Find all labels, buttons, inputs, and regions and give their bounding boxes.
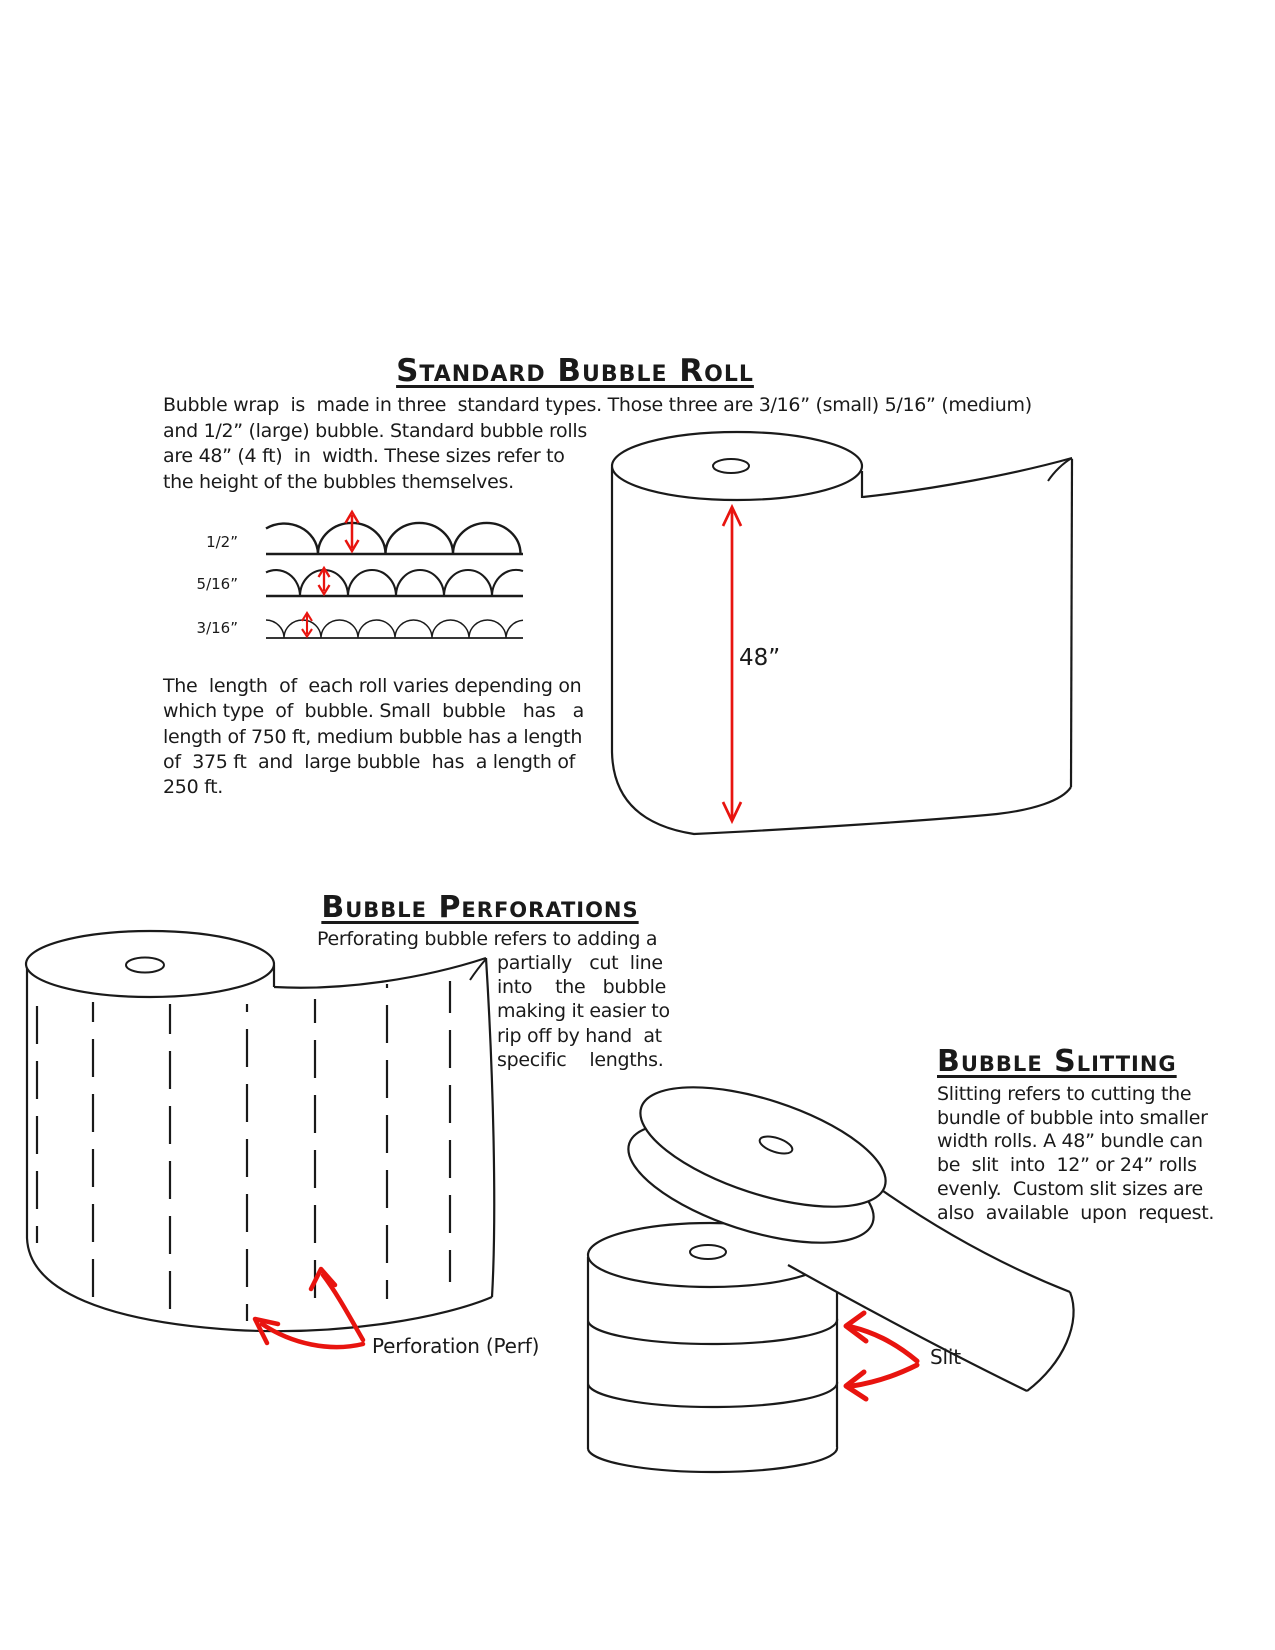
bubble-row-medium-arcs [266,570,523,596]
paragraph-line: making it easier to [497,1000,670,1023]
paragraph-line: width rolls. A 48” bundle can [937,1130,1203,1153]
perforation-callout-label: Perforation (Perf) [372,1334,540,1358]
size-label-five-sixteenth: 5/16” [196,575,238,593]
roll-top-ellipse [612,432,862,500]
perforation-section-title: Bubble Perforations [321,890,639,925]
paragraph-line: rip off by hand at [497,1024,662,1047]
standard-intro-line1: Bubble wrap is made in three standard types. Those three are 3/16” (small) 5/16” (medium) [163,394,1032,416]
sheet-right-edge [1071,459,1072,787]
standard-length-paragraph [163,674,584,800]
paragraph-line: The length of each roll varies depending on [163,675,582,697]
standard-intro-paragraph [163,419,587,495]
sheet-top-edge [863,458,1072,497]
paragraph-line: which type of bubble. Small bubble has a [163,700,584,723]
paragraph-line: also available upon request. [937,1201,1215,1224]
paragraph-line: the height of the bubbles themselves. [163,470,514,493]
size-label-half-inch: 1/2” [206,533,238,551]
roll-body-outline [612,467,1071,834]
bubble-row-large-arcs [266,523,521,554]
paragraph-line: evenly. Custom slit sizes are [937,1177,1203,1200]
size-label-three-sixteenth: 3/16” [196,619,238,637]
standard-section-title: Standard Bubble Roll [396,353,754,389]
paragraph-line: partially cut line [497,952,663,974]
perforated-roll-diagram [18,878,520,1360]
slitting-diagram [550,1080,1080,1500]
perforation-paragraph [497,951,670,1072]
paragraph-line: into the bubble [497,976,667,999]
perforation-intro-line1: Perforating bubble refers to adding a [317,928,658,950]
standard-roll-diagram [560,395,1080,840]
paragraph-line: Slitting refers to cutting the [937,1083,1192,1105]
bubble-row-small-arcs [266,620,523,638]
paragraph-line: bundle of bubble into smaller [937,1106,1208,1129]
height-arrow-medium [319,568,330,594]
roll-width-label: 48” [739,645,781,671]
paragraph-line: of 375 ft and large bubble has a length of [163,750,576,773]
paragraph-line: are 48” (4 ft) in width. These sizes refer to [163,445,565,468]
sheet-left-bottom-outline [27,965,492,1331]
perforation-callout-arrows [255,1269,363,1347]
perforation-dashed-lines [37,981,450,1321]
bubble-size-diagram [180,485,540,650]
sheet-right-edge [486,958,494,1297]
roll-top-ellipse [26,931,274,997]
paragraph-line: 250 ft. [163,776,224,799]
height-arrow-small [302,613,312,637]
paragraph-line: and 1/2” (large) bubble. Standard bubble rolls [163,420,587,442]
slit-callout-label: Slit [930,1345,961,1369]
paragraph-line: be slit into 12” or 24” rolls [937,1154,1197,1177]
paragraph-line: specific lengths. [497,1048,664,1071]
slitting-section-title: Bubble Slitting [937,1044,1177,1079]
height-arrow-large [346,512,359,551]
sheet-top-edge [274,958,486,988]
paragraph-line: length of 750 ft, medium bubble has a length [163,725,583,748]
